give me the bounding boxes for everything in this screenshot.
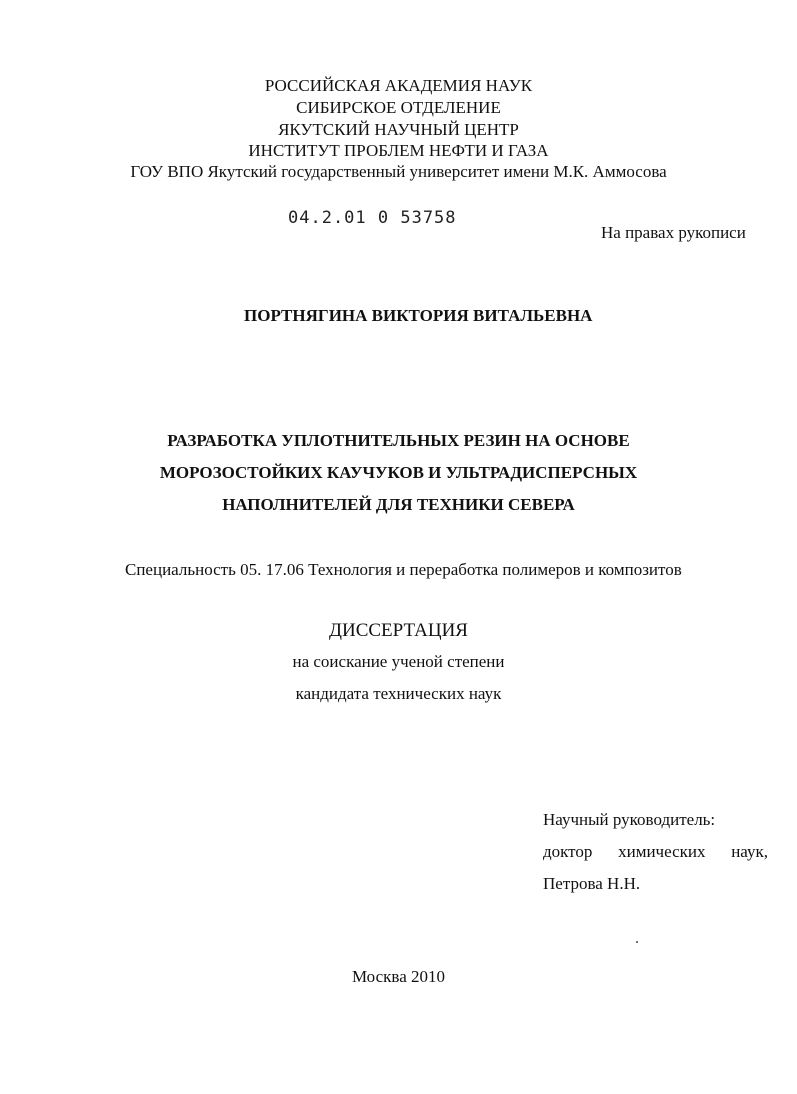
supervisor-degree: доктор химических наук, xyxy=(543,842,768,861)
degree-line-1: на соискание ученой степени xyxy=(292,652,505,671)
title-line-1: РАЗРАБОТКА УПЛОТНИТЕЛЬНЫХ РЕЗИН НА ОСНОВЕ xyxy=(167,431,630,450)
header-line-institute: ИНСТИТУТ ПРОБЛЕМ НЕФТИ И ГАЗА xyxy=(248,141,549,160)
header-line-academy: РОССИЙСКАЯ АКАДЕМИЯ НАУК xyxy=(264,76,533,95)
supervisor-label: Научный руководитель: xyxy=(543,810,716,829)
header-line-center: ЯКУТСКИЙ НАУЧНЫЙ ЦЕНТР xyxy=(278,120,519,139)
specialty-line: Специальность 05. 17.06 Технология и переработка полимеров и композитов xyxy=(125,560,682,579)
city-year: Москва 2010 xyxy=(351,967,446,986)
stamp-number: 04.2.01 0 53758 xyxy=(288,208,457,228)
degree-line-2: кандидата технических наук xyxy=(295,684,502,703)
supervisor-name: Петрова Н.Н. xyxy=(543,874,641,893)
title-line-2: МОРОЗОСТОЙКИХ КАУЧУКОВ И УЛЬТРАДИСПЕРСНЫХ xyxy=(159,463,638,482)
speck-mark xyxy=(636,941,638,943)
title-line-3: НАПОЛНИТЕЛЕЙ ДЛЯ ТЕХНИКИ СЕВЕРА xyxy=(222,495,575,514)
header-line-branch: СИБИРСКОЕ ОТДЕЛЕНИЕ xyxy=(296,98,501,117)
author-name: ПОРТНЯГИНА ВИКТОРИЯ ВИТАЛЬЕВНА xyxy=(244,306,593,325)
rights-note: На правах рукописи xyxy=(601,223,746,242)
dissertation-heading: ДИССЕРТАЦИЯ xyxy=(329,620,468,641)
header-line-university: ГОУ ВПО Якутский государственный университет имени М.К. Аммосова xyxy=(130,162,667,181)
